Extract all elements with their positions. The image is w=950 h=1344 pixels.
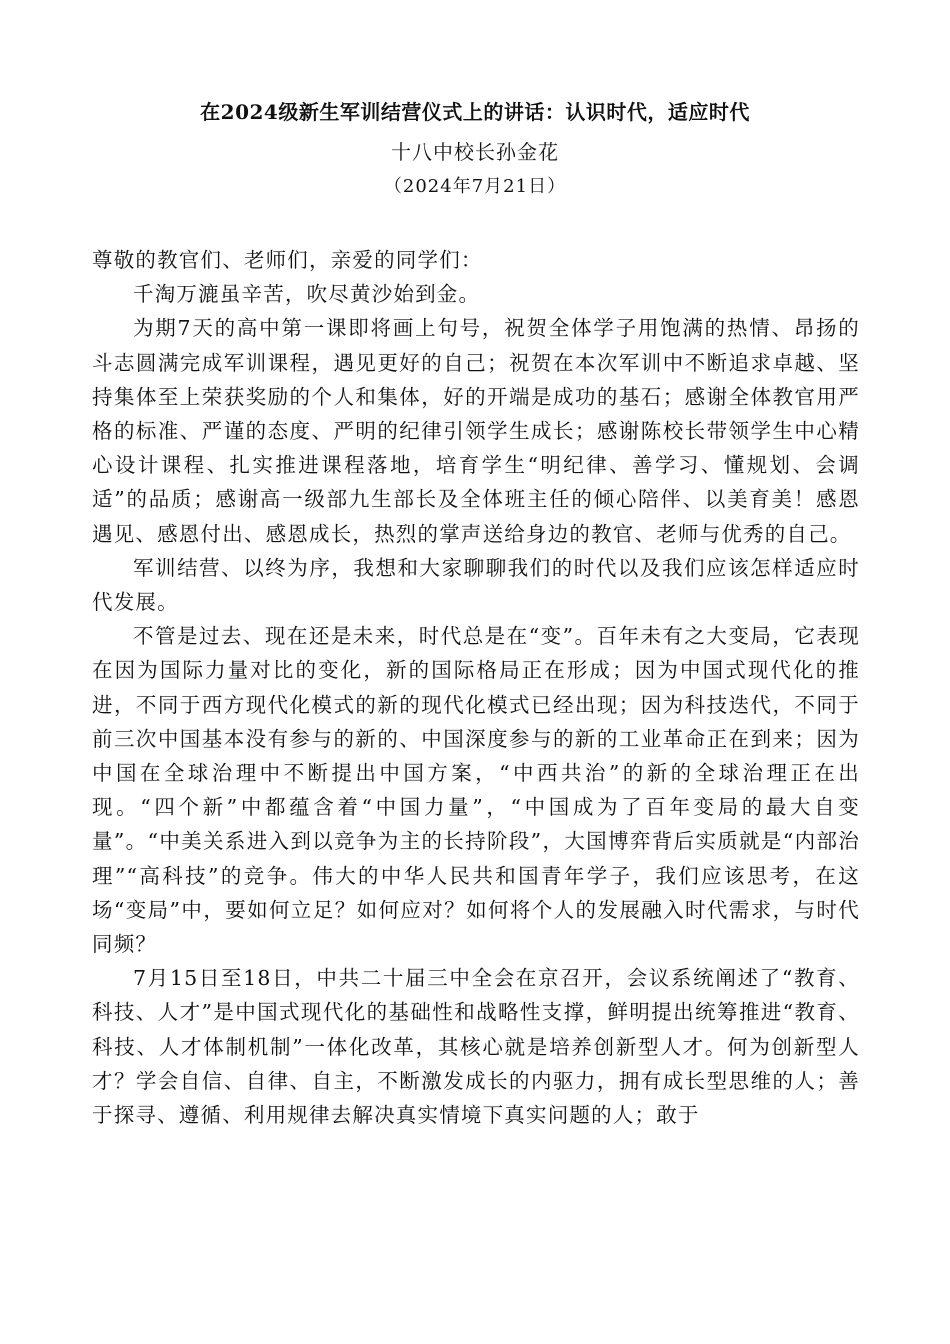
document-title: 在2024级新生军训结营仪式上的讲话：认识时代，适应时代 bbox=[200, 100, 750, 124]
document-date: （2024年7月21日） bbox=[383, 176, 567, 197]
document-body bbox=[92, 243, 860, 1132]
salutation: 尊敬的教官们、老师们，亲爱的同学们： bbox=[92, 248, 483, 272]
paragraph: 军训结营、以终为序，我想和大家聊聊我们的时代以及我们应该怎样适应时代发展。 bbox=[92, 555, 860, 615]
document-author: 十八中校长孙金花 bbox=[391, 140, 559, 164]
paragraph: 千淘万漉虽辛苦，吹尽黄沙始到金。 bbox=[133, 282, 481, 307]
paragraph: 7月15日至18日，中共二十届三中全会在京召开，会议系统阐述了“教育、科技、人才”是中国式现代化的基础性和战略性支撑，鲜明提出统筹推进“教育、科技、人才体制机制”一体化改革，其核心就是培养创新型人才。何为创新型人才？学会自信、自律、自主，不断激发成长的内驱力，拥有成长型思维的人；善于探寻、遵循、利用规律去解决真实情境下真实问题的人；敢于 bbox=[92, 966, 860, 1128]
paragraph: 不管是过去、现在还是未来，时代总是在“变”。百年未有之大变局，它表现在因为国际力量对比的变化，新的国际格局正在形成；因为中国式现代化的推进，不同于西方现代化模式的新的现代化模式已经出现；因为科技迭代，不同于前三次中国基本没有参与的新的、中国深度参与的新的工业革命正在到来；因为中国在全球治理中不断提出中国方案，“中西共治”的新的全球治理正在出现。“四个新”中都蕴含着“中国力量”，“中国成为了百年变局的最大自变量”。“中美关系进入到以竞争为主的长持阶段”，大国博弈背后实质就是“内部治理”“高科技”的竞争。伟大的中华人民共和国青年学子，我们应该思考，在这场“变局”中，要如何立足？如何应对？如何将个人的发展融入时代需求，与时代同频？ bbox=[92, 624, 860, 957]
paragraph: 为期7天的高中第一课即将画上句号，祝贺全体学子用饱满的热情、昂扬的斗志圆满完成军训课程，遇见更好的自己；祝贺在本次军训中不断追求卓越、坚持集体至上荣获奖励的个人和集体，好的开端是成功的基石；感谢全体教官用严格的标准、严谨的态度、严明的纪律引领学生成长；感谢陈校长带领学生中心精心设计课程、扎实推进课程落地，培育学生“明纪律、善学习、懂规划、会调适”的品质；感谢高一级部九生部长及全体班主任的倾心陪伴、以美育美！感恩遇见、感恩付出、感恩成长，热烈的掌声送给身边的教官、老师与优秀的自己。 bbox=[92, 316, 860, 546]
